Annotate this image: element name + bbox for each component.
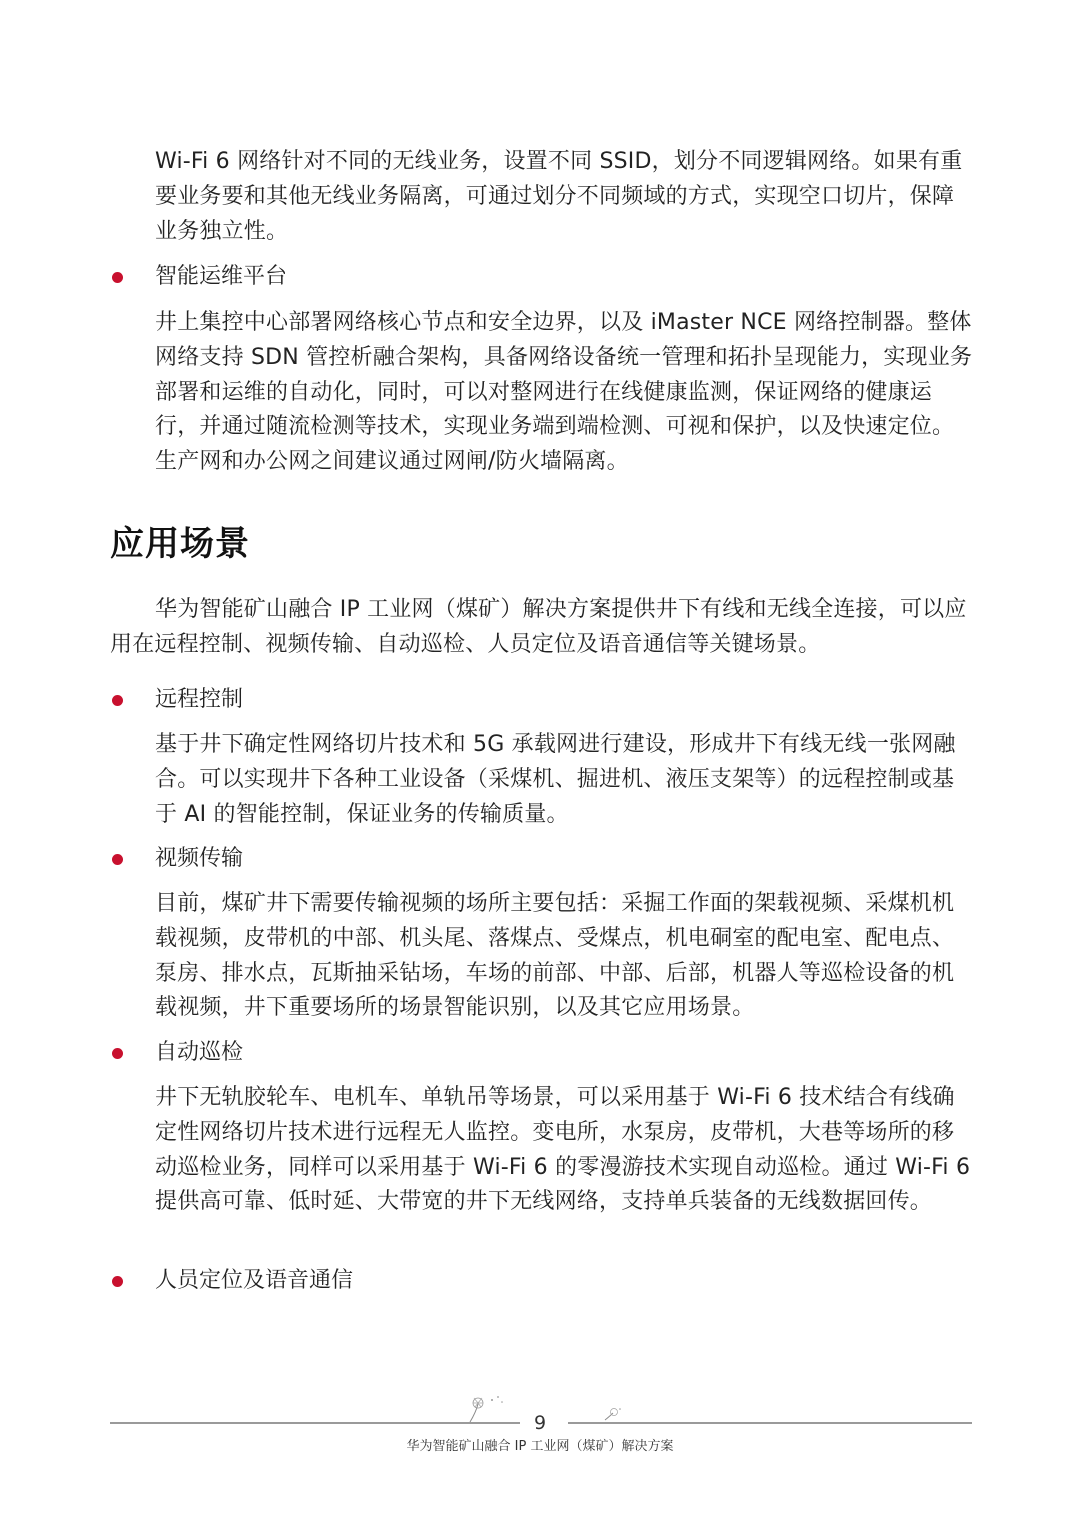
paragraph-wifi6-slicing: Wi-Fi 6 网络针对不同的无线业务，设置不同 SSID，划分不同逻辑网络。如果有重要业务要和其他无线业务隔离，可通过划分不同频域的方式，实现空口切片，保障业务独立性。 bbox=[155, 149, 963, 244]
bullet-title: 智能运维平台 bbox=[155, 264, 288, 289]
bullet-dot-icon bbox=[112, 272, 123, 283]
paragraph-video-transmission: 目前，煤矿井下需要传输视频的场所主要包括：采掘工作面的架载视频、采煤机机载视频，皮带机的中部、机头尾、落煤点、受煤点，机电硐室的配电室、配电点、泵房、排水点，瓦斯抽采钻场，车场的前部、中部、后部，机器人等巡检设备的机载视频，井下重要场所的场景智能识别，以及其它应用场景。 bbox=[155, 891, 955, 1021]
footer-divider-right bbox=[568, 1422, 972, 1424]
bullet-title: 人员定位及语音通信 bbox=[155, 1268, 354, 1293]
bullet-dot-icon bbox=[112, 854, 123, 865]
seed-decoration-icon bbox=[602, 1406, 624, 1422]
bullet-item-intelligent-om bbox=[110, 260, 288, 294]
dandelion-decoration-icon bbox=[462, 1394, 508, 1424]
bullet-dot-icon bbox=[112, 1276, 123, 1287]
paragraph-remote-control: 基于井下确定性网络切片技术和 5G 承载网进行建设，形成井下有线无线一张网融合。可以实现井下各种工业设备（采煤机、掘进机、液压支架等）的远程控制或基于 AI 的智能控制，保证业务的传输质量。 bbox=[155, 732, 956, 827]
bullet-title: 自动巡检 bbox=[155, 1040, 244, 1065]
bullet-title: 远程控制 bbox=[155, 687, 244, 712]
page-number: 9 bbox=[533, 1412, 547, 1434]
footer-divider-left bbox=[110, 1422, 520, 1424]
bullet-dot-icon bbox=[112, 1048, 123, 1059]
bullet-item-video-transmission bbox=[110, 842, 244, 876]
paragraph-om-platform: 井上集控中心部署网络核心节点和安全边界，以及 iMaster NCE 网络控制器。整体网络支持 SDN 管控析融合架构，具备网络设备统一管理和拓扑呈现能力，实现业务部署和运维的自动化，同时，可以对整网进行在线健康监测，保证网络的健康运行，并通过随流检测等技术，实现业务端到端检测、可视和保护，以及快速定位。生产网和办公网之间建议通过网闸/防火墙隔离。 bbox=[155, 310, 973, 475]
footer-document-title: 华为智能矿山融合 IP 工业网（煤矿）解决方案 bbox=[406, 1439, 674, 1454]
bullet-item-auto-inspection bbox=[110, 1036, 244, 1070]
section-intro-paragraph: 华为智能矿山融合 IP 工业网（煤矿）解决方案提供井下有线和无线全连接，可以应用在远程控制、视频传输、自动巡检、人员定位及语音通信等关键场景。 bbox=[110, 597, 967, 657]
bullet-dot-icon bbox=[112, 695, 123, 706]
bullet-item-personnel-positioning bbox=[110, 1264, 354, 1298]
section-title: 应用场景 bbox=[110, 524, 250, 564]
bullet-title: 视频传输 bbox=[155, 846, 244, 871]
bullet-item-remote-control bbox=[110, 683, 244, 717]
paragraph-auto-inspection: 井下无轨胶轮车、电机车、单轨吊等场景，可以采用基于 Wi-Fi 6 技术结合有线确定性网络切片技术进行远程无人监控。变电所，水泵房，皮带机，大巷等场所的移动巡检业务，同样可以采用基于 Wi-Fi 6 的零漫游技术实现自动巡检。通过 Wi-Fi 6 提供高可靠、低时延、大带宽的井下无线网络，支持单兵装备的无线数据回传。 bbox=[155, 1085, 971, 1215]
